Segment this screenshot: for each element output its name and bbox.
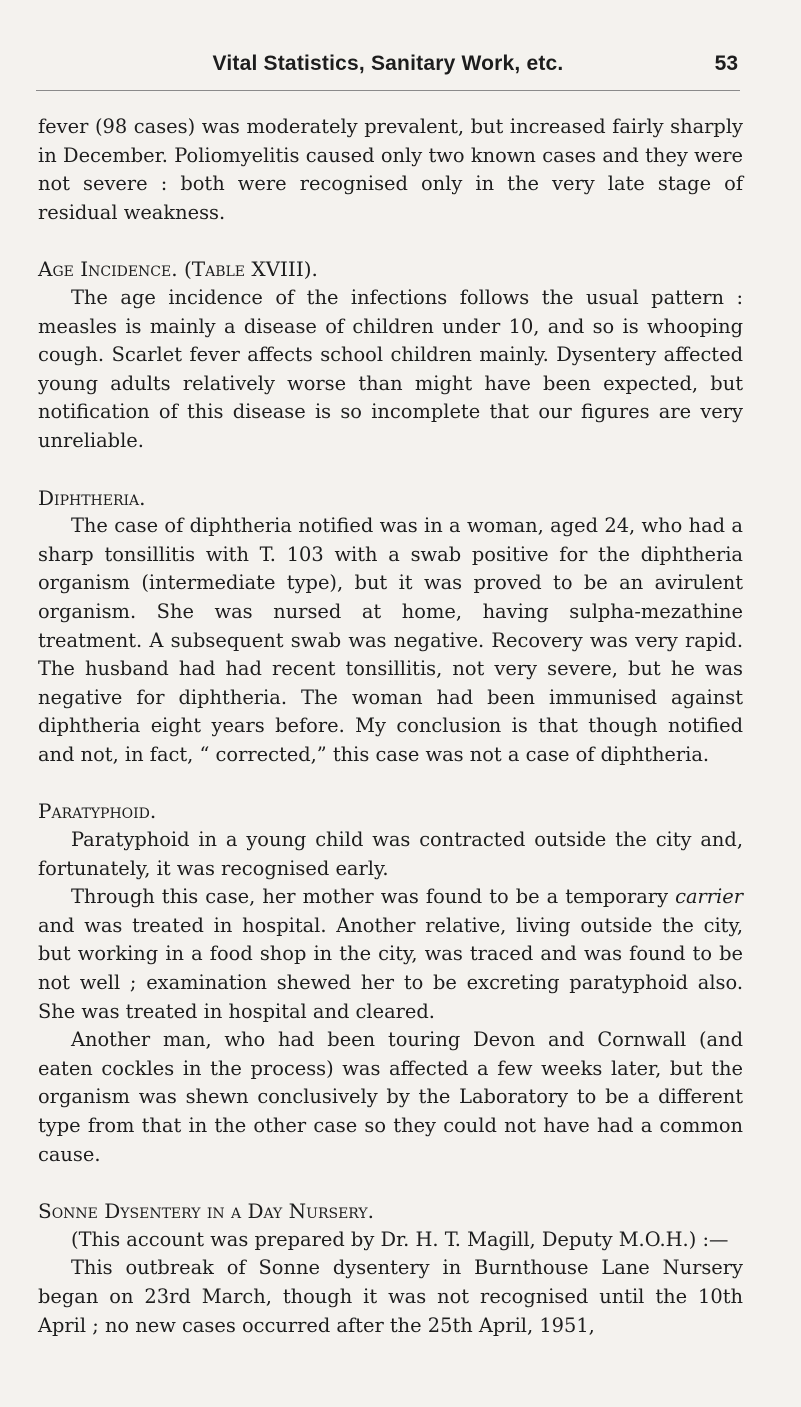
paratyphoid-paragraph-2-start: Through this case, her mother was found to be a temporary — [71, 885, 676, 909]
section-heading-paratyphoid: Paratyphoid. — [38, 799, 157, 824]
paratyphoid-paragraph-3: Another man, who had been touring Devon and Cornwall (and eaten cockles in the process) was affected a few weeks later, but the organism was shewn conclusively by the Laboratory to be a different type from that in the other case so they could not have had a common cause. — [38, 1028, 743, 1166]
running-title: Vital Statistics, Sanitary Work, etc. — [212, 52, 564, 75]
page-header — [38, 52, 738, 86]
intro-paragraph: fever (98 cases) was moderately prevalent, but increased fairly sharply in December. Poliomyelitis caused only two known cases and they were not severe : both were recognised only in the very late stage of residual weakness. — [38, 115, 743, 224]
paratyphoid-paragraph-2-end: and was treated in hospital. Another relative, living outside the city, but working in a food shop in the city, was traced and was found to be not well ; examination shewed her to be excreting paratyphoid also. She was treated in hospital and cleared. — [38, 913, 743, 1023]
page-body — [38, 113, 743, 1340]
paratyphoid-paragraph-2 — [38, 883, 743, 1026]
section-heading-diphtheria: Diphtheria. — [38, 485, 146, 510]
section-heading-age-incidence: Age Incidence. (Table XVIII). — [38, 257, 318, 282]
age-incidence-paragraph: The age incidence of the infections follows the usual pattern : measles is mainly a disease of children under 10, and so is whooping cough. Scarlet fever affects school children mainly. Dysentery affected young adults relatively worse than might have been expected, but notification of this disease is so incomplete that our figures are very unreliable. — [38, 285, 743, 452]
paratyphoid-paragraph-1: Paratyphoid in a young child was contracted outside the city and, fortunately, it was recognised early. — [38, 828, 743, 880]
sonne-paragraph-1: (This account was prepared by Dr. H. T. Magill, Deputy M.O.H.) :— — [71, 1227, 729, 1251]
sonne-paragraph-2: This outbreak of Sonne dysentery in Burnthouse Lane Nursery began on 23rd March, though it was not recognised until the 10th April ; no new cases occurred after the 25th April, 1951, — [38, 1256, 743, 1337]
page-number: 53 — [714, 52, 738, 75]
section-heading-sonne-dysentery: Sonne Dysentery in a Day Nursery. — [38, 1199, 375, 1224]
diphtheria-paragraph: The case of diphtheria notified was in a woman, aged 24, who had a sharp tonsillitis with T. 103 with a swab positive for the diphtheria organism (intermediate type), but it was proved to be an avirulent organism. She was nursed at home, having sulpha-mezathine treatment. A subsequent swab was negative. Recovery was very rapid. The husband had had recent tonsillitis, not very severe, but he was negative for diphtheria. The woman had been immunised against diphtheria eight years before. My conclusion is that though notified and not, in fact, “ corrected,” this case was not a case of diphtheria. — [38, 514, 743, 766]
italic-carrier: carrier — [675, 885, 743, 909]
header-rule — [36, 90, 740, 91]
